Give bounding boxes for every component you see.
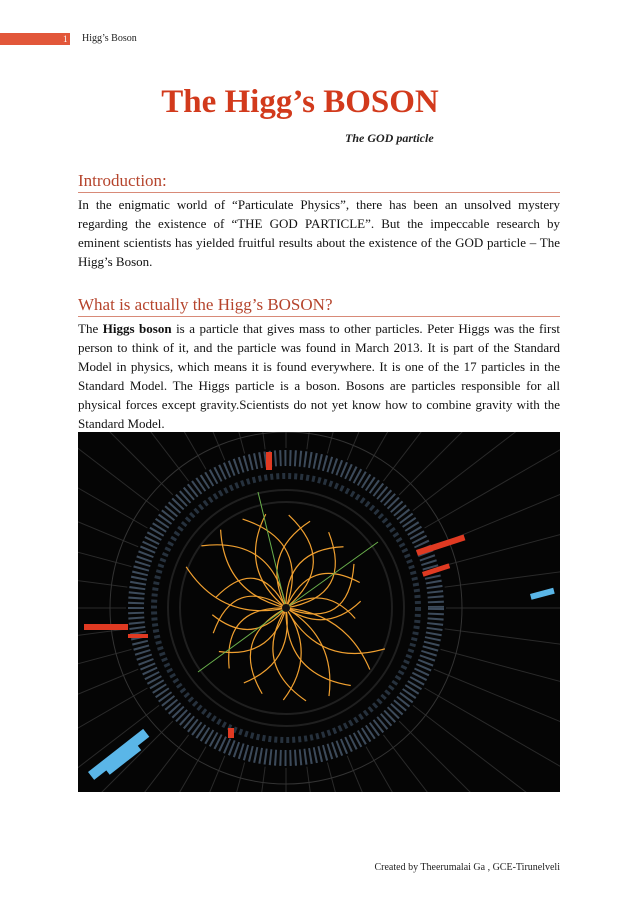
collision-event-graphic	[78, 432, 560, 792]
page-title: The Higg’s BOSON	[161, 84, 439, 120]
higgs-boson-term: Higgs boson	[102, 321, 172, 336]
para-text-start: The	[78, 321, 103, 336]
page-number: 1	[63, 34, 68, 44]
section-heading-introduction: Introduction:	[78, 171, 560, 193]
page-subtitle: The GOD particle	[345, 131, 434, 145]
particle-collision-image	[78, 432, 560, 792]
header-accent-bar	[0, 33, 70, 45]
page-footer: Created by Theerumalai Ga , GCE-Tirunelveli	[374, 862, 560, 873]
running-title: Higg’s Boson	[82, 33, 137, 44]
page-header	[0, 0, 638, 60]
para-text-rest: is a particle that gives mass to other particles. Peter Higgs was the first person to think of it, and the particle was found in March 2013. It is part of the Standard Model in physics, which means it is found everywhere. It is one of the 17 particles in the Standard Model. The Higgs particle is a boson. Bosons are particles responsible for all physical forces except gravity.Scientists do not yet know how to combine gravity with the Standard Model.	[78, 321, 560, 431]
introduction-paragraph: In the enigmatic world of “Particulate Physics”, there has been an unsolved mystery regarding the existence of “THE GOD PARTICLE”. But the impeccable research by eminent scientists has yielded fruitful results about the existence of the GOD particle – The Higg’s Boson.	[78, 197, 560, 269]
higgs-description-paragraph	[78, 319, 560, 433]
section-heading-what-is: What is actually the Higg’s BOSON?	[78, 295, 560, 317]
